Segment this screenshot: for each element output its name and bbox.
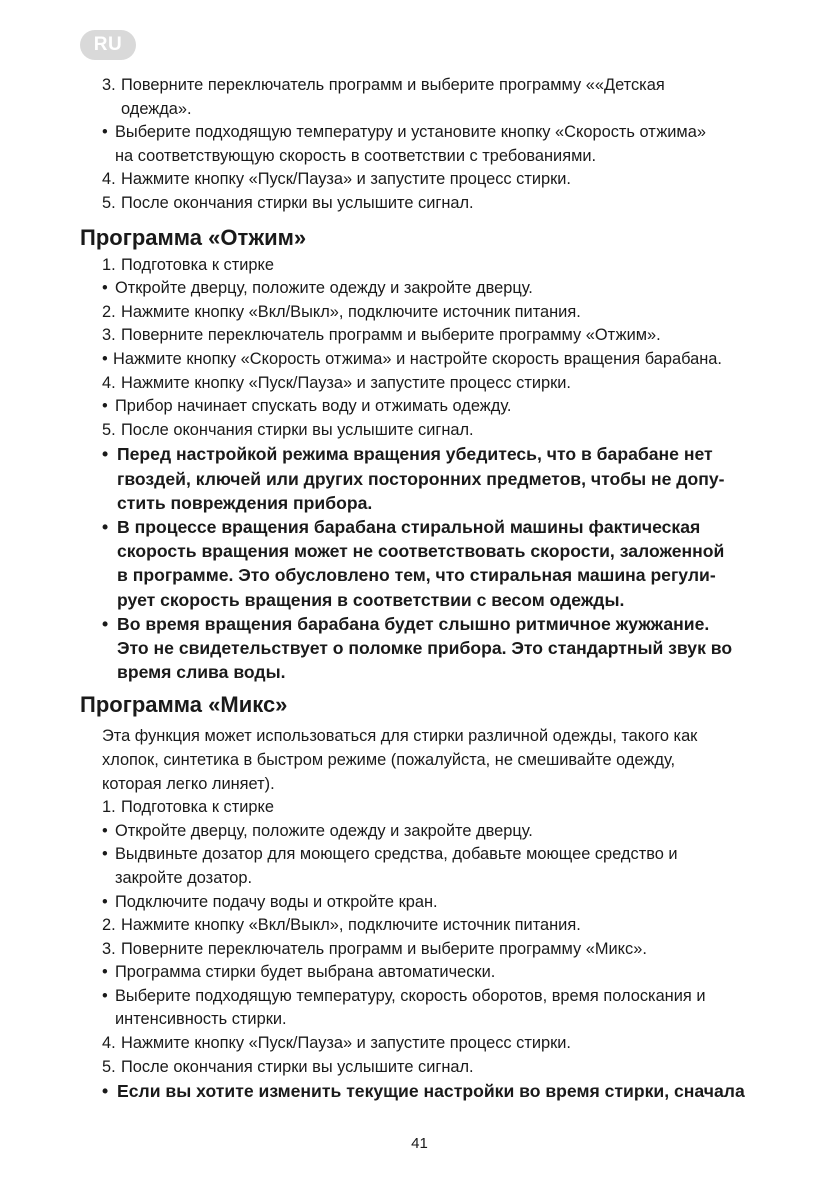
instruction-line: [80, 372, 770, 396]
warning-line: [80, 539, 770, 563]
section-heading: Программа «Микс»: [80, 692, 288, 718]
instruction-line: [80, 168, 770, 192]
instruction-line: [80, 867, 770, 891]
warning-line: [80, 491, 770, 515]
step-number: 4.: [102, 1034, 116, 1053]
warning-line: [80, 660, 770, 684]
line-text: Программа стирки будет выбрана автоматически.: [115, 963, 496, 982]
language-badge: RU: [80, 30, 136, 60]
step-number: 1.: [102, 798, 116, 817]
instruction-line: [80, 773, 770, 797]
instruction-line: [80, 74, 770, 98]
line-text: на соответствующую скорость в соответствии с требованиями.: [115, 146, 597, 165]
line-text: Подготовка к стирке: [121, 798, 274, 817]
line-text: Откройте дверцу, положите одежду и закройте дверцу.: [115, 279, 533, 298]
instruction-line: [80, 961, 770, 985]
line-text: интенсивность стирки.: [115, 1010, 287, 1029]
line-text: Выдвиньте дозатор для моющего средства, добавьте моющее средство и: [115, 845, 678, 864]
instruction-line: [80, 843, 770, 867]
bullet-marker: •: [102, 963, 108, 982]
bullet-marker: •: [102, 892, 108, 911]
line-text: Если вы хотите изменить текущие настройки во время стирки, сначала: [117, 1081, 745, 1102]
bullet-marker: •: [102, 123, 108, 142]
page-number: 41: [411, 1135, 428, 1152]
line-text: Перед настройкой режима вращения убедитесь, что в барабане нет: [117, 444, 713, 465]
line-text: Прибор начинает спускать воду и отжимать одежду.: [115, 397, 512, 416]
line-text: которая легко линяет).: [102, 774, 275, 793]
line-text: одежда».: [121, 99, 192, 118]
instruction-line: [80, 796, 770, 820]
warning-line: [80, 563, 770, 587]
instruction-line: [80, 254, 770, 278]
bullet-marker: •: [102, 845, 108, 864]
warning-line: [80, 1079, 770, 1103]
instruction-line: [80, 914, 770, 938]
instruction-line: [80, 891, 770, 915]
bullet-marker: •: [102, 986, 108, 1005]
instruction-line: [80, 98, 770, 122]
bullet-marker: •: [102, 397, 108, 416]
line-text: Нажмите кнопку «Скорость отжима» и настройте скорость вращения барабана.: [113, 349, 722, 368]
line-text: Эта функция может использоваться для стирки различной одежды, такого как: [102, 727, 698, 746]
line-text: Это не свидетельствует о поломке прибора. Это стандартный звук во: [117, 637, 733, 658]
line-text: закройте дозатор.: [115, 868, 253, 887]
step-number: 5.: [102, 193, 116, 212]
line-text: стить повреждения прибора.: [117, 492, 373, 513]
bullet-marker: •: [102, 516, 109, 537]
line-text: время слива воды.: [117, 662, 286, 683]
bullet-marker: •: [102, 444, 109, 465]
instruction-line: [80, 324, 770, 348]
warning-line: [80, 442, 770, 466]
step-number: 2.: [102, 916, 116, 935]
line-text: После окончания стирки вы услышите сигнал.: [121, 420, 474, 439]
line-text: Нажмите кнопку «Вкл/Выкл», подключите источник питания.: [121, 916, 581, 935]
bullet-marker: •: [102, 279, 108, 298]
instruction-line: [80, 1056, 770, 1080]
instruction-line: [80, 1008, 770, 1032]
instruction-line: [80, 277, 770, 301]
step-number: 5.: [102, 420, 116, 439]
line-text: Во время вращения барабана будет слышно ритмичное жужжание.: [117, 613, 710, 634]
warning-line: [80, 612, 770, 636]
page-content: [80, 74, 770, 1103]
line-text: После окончания стирки вы услышите сигнал.: [121, 193, 474, 212]
line-text: Подключите подачу воды и откройте кран.: [115, 892, 438, 911]
instruction-line: [80, 395, 770, 419]
line-text: Нажмите кнопку «Вкл/Выкл», подключите источник питания.: [121, 302, 581, 321]
line-text: Выберите подходящую температуру и установите кнопку «Скорость отжима»: [115, 123, 706, 142]
instruction-line: [80, 192, 770, 216]
line-text: Поверните переключатель программ и выберите программу «Микс».: [121, 939, 647, 958]
step-number: 1.: [102, 255, 116, 274]
instruction-line: [80, 749, 770, 773]
line-text: скорость вращения может не соответствовать скорости, заложенной: [117, 541, 725, 562]
line-text: Нажмите кнопку «Пуск/Пауза» и запустите процесс стирки.: [121, 373, 571, 392]
line-text: Подготовка к стирке: [121, 255, 274, 274]
instruction-line: [80, 121, 770, 145]
step-number: 3.: [102, 939, 116, 958]
line-text: Откройте дверцу, положите одежду и закройте дверцу.: [115, 821, 533, 840]
line-text: Нажмите кнопку «Пуск/Пауза» и запустите процесс стирки.: [121, 170, 571, 189]
instruction-line: [80, 419, 770, 443]
warning-line: [80, 467, 770, 491]
instruction-line: [80, 1032, 770, 1056]
step-number: 3.: [102, 76, 116, 94]
instruction-line: [80, 985, 770, 1009]
instruction-line: [80, 820, 770, 844]
line-text: хлопок, синтетика в быстром режиме (пожалуйста, не смешивайте одежду,: [102, 750, 676, 769]
instruction-line: [80, 348, 770, 372]
bullet-marker: •: [102, 349, 108, 368]
line-text: Выберите подходящую температуру, скорость оборотов, время полоскания и: [115, 986, 706, 1005]
bullet-marker: •: [102, 821, 108, 840]
warning-line: [80, 515, 770, 539]
line-text: Нажмите кнопку «Пуск/Пауза» и запустите процесс стирки.: [121, 1034, 571, 1053]
instruction-line: [80, 145, 770, 169]
step-number: 4.: [102, 373, 116, 392]
instruction-line: [80, 301, 770, 325]
line-text: После окончания стирки вы услышите сигнал.: [121, 1057, 474, 1076]
bullet-marker: •: [102, 1081, 109, 1102]
bullet-marker: •: [102, 613, 109, 634]
line-text: в программе. Это обусловлено тем, что стиральная машина регули-: [117, 565, 716, 586]
step-number: 5.: [102, 1057, 116, 1076]
line-text: Поверните переключатель программ и выберите программу ««Детская: [121, 76, 665, 94]
line-text: В процессе вращения барабана стиральной машины фактическая: [117, 516, 701, 537]
warning-line: [80, 588, 770, 612]
warning-line: [80, 636, 770, 660]
instruction-line: [80, 938, 770, 962]
instruction-line: [80, 725, 770, 749]
step-number: 4.: [102, 170, 116, 189]
step-number: 3.: [102, 326, 116, 345]
section-heading: Программа «Отжим»: [80, 224, 307, 250]
line-text: рует скорость вращения в соответствии с весом одежды.: [117, 589, 625, 610]
step-number: 2.: [102, 302, 116, 321]
line-text: гвоздей, ключей или других посторонних предметов, чтобы не допу-: [117, 468, 725, 489]
line-text: Поверните переключатель программ и выберите программу «Отжим».: [121, 326, 661, 345]
